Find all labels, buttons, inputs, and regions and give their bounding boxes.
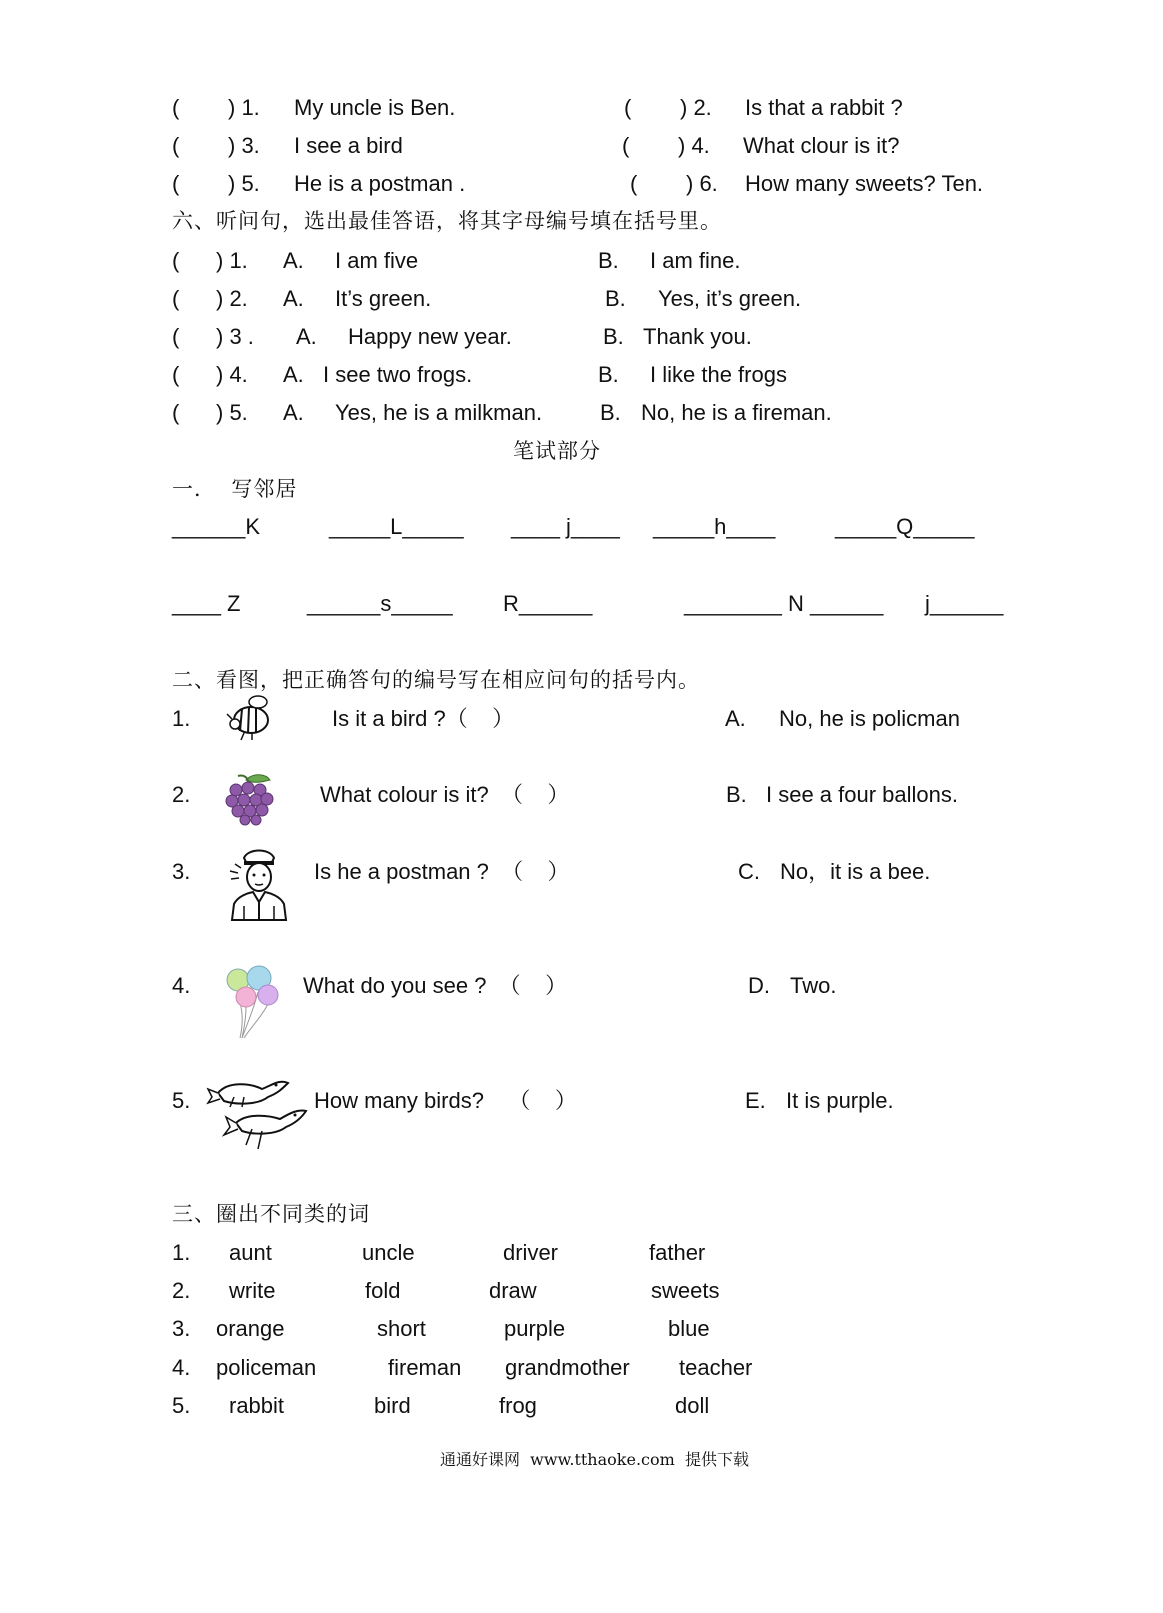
- policeman-icon: [226, 846, 288, 922]
- answer-label: E.: [745, 1088, 766, 1113]
- word: write: [229, 1278, 276, 1303]
- item-number: ) 2.: [680, 95, 712, 120]
- word: teacher: [679, 1355, 753, 1380]
- item-number: ) 1.: [228, 95, 260, 120]
- birds-icon: [206, 1075, 310, 1153]
- option-a-text: I see two frogs.: [323, 362, 473, 387]
- word: sweets: [651, 1278, 720, 1303]
- item-text: What clour is it?: [743, 133, 900, 158]
- question-number: 3.: [172, 859, 191, 884]
- answer-label: D.: [748, 973, 770, 998]
- word: aunt: [229, 1240, 272, 1265]
- neighbor-blank: ____ Z: [172, 591, 241, 616]
- option-a-label: A.: [283, 248, 304, 273]
- option-b-text: I like the frogs: [650, 362, 787, 387]
- question-text: What do you see ? （ ）: [303, 973, 568, 998]
- item-text: How many sweets? Ten.: [745, 171, 984, 196]
- neighbor-blank: _____L_____: [329, 514, 464, 539]
- footer-text: 通通好课网 www.tthaoke.com 提供下载: [440, 1450, 749, 1469]
- option-b-label: B.: [605, 286, 626, 311]
- item-number: ) 5.: [216, 400, 248, 425]
- paren-open: (: [172, 95, 180, 120]
- row-number: 2.: [172, 1278, 191, 1303]
- option-a-text: It’s green.: [335, 286, 432, 311]
- written-part-title: 笔试部分: [513, 439, 601, 463]
- word: bird: [374, 1393, 411, 1418]
- answer-text: Two.: [790, 973, 837, 998]
- neighbor-blank: ______s_____: [307, 591, 453, 616]
- item-number: ) 1.: [216, 248, 248, 273]
- neighbor-blank: _____h____: [653, 514, 776, 539]
- option-b-label: B.: [603, 324, 624, 349]
- neighbor-blank: ____ j____: [511, 514, 620, 539]
- section-heading: 一． 写邻居: [172, 477, 298, 501]
- word: policeman: [216, 1355, 317, 1380]
- answer-text: No，it is a bee.: [780, 859, 931, 884]
- section-heading: 六、听问句，选出最佳答语，将其字母编号填在括号里。: [172, 209, 722, 233]
- item-number: ) 4.: [678, 133, 710, 158]
- option-a-text: Yes, he is a milkman.: [335, 400, 543, 425]
- row-number: 5.: [172, 1393, 191, 1418]
- word: draw: [489, 1278, 537, 1303]
- option-a-text: I am five: [335, 248, 419, 273]
- answer-label: B.: [726, 782, 747, 807]
- word: driver: [503, 1240, 559, 1265]
- grapes-icon: [224, 770, 276, 824]
- option-b-label: B.: [600, 400, 621, 425]
- paren-open: (: [624, 95, 632, 120]
- option-b-text: Yes, it’s green.: [658, 286, 802, 311]
- answer-label: C.: [738, 859, 760, 884]
- word: fold: [365, 1278, 401, 1303]
- answer-text: No, he is policman: [779, 706, 960, 731]
- option-b-text: No, he is a fireman.: [641, 400, 832, 425]
- question-number: 2.: [172, 782, 191, 807]
- paren-open: (: [172, 133, 180, 158]
- paren-open: (: [172, 248, 180, 273]
- paren-open: (: [172, 400, 180, 425]
- item-number: ) 6.: [686, 171, 718, 196]
- row-number: 1.: [172, 1240, 191, 1265]
- word: doll: [675, 1393, 710, 1418]
- row-number: 3.: [172, 1316, 191, 1341]
- word: short: [377, 1316, 426, 1341]
- word: purple: [504, 1316, 566, 1341]
- option-b-text: I am fine.: [650, 248, 741, 273]
- question-text: Is he a postman ? （ ）: [314, 859, 570, 884]
- neighbor-blank: ________ N ______: [684, 591, 884, 616]
- option-a-label: A.: [283, 400, 304, 425]
- option-a-label: A.: [283, 286, 304, 311]
- item-text: He is a postman .: [294, 171, 466, 196]
- question-number: 5.: [172, 1088, 191, 1113]
- option-b-text: Thank you.: [643, 324, 752, 349]
- question-text: What colour is it? （ ）: [320, 782, 570, 807]
- word: grandmother: [505, 1355, 630, 1380]
- question-number: 4.: [172, 973, 191, 998]
- question-number: 1.: [172, 706, 191, 731]
- word: frog: [499, 1393, 537, 1418]
- paren-open: (: [630, 171, 638, 196]
- option-b-label: B.: [598, 248, 619, 273]
- section-heading: 二、看图，把正确答句的编号写在相应问句的括号内。: [172, 668, 700, 692]
- item-number: ) 5.: [228, 171, 260, 196]
- neighbor-blank: R______: [503, 591, 593, 616]
- question-text: How many birds? （ ）: [314, 1088, 577, 1113]
- word: blue: [668, 1316, 710, 1341]
- neighbor-blank: _____Q_____: [835, 514, 975, 539]
- item-number: ) 2.: [216, 286, 248, 311]
- answer-text: I see a four ballons.: [766, 782, 959, 807]
- neighbor-blank: j______: [925, 591, 1004, 616]
- paren-open: (: [172, 324, 180, 349]
- paren-open: (: [172, 286, 180, 311]
- section-heading: 三、圈出不同类的词: [172, 1202, 370, 1226]
- option-b-label: B.: [598, 362, 619, 387]
- option-a-text: Happy new year.: [348, 324, 512, 349]
- item-number: ) 3.: [228, 133, 260, 158]
- word: fireman: [388, 1355, 462, 1380]
- option-a-label: A.: [283, 362, 304, 387]
- answer-text: It is purple.: [786, 1088, 894, 1113]
- item-number: ) 4.: [216, 362, 248, 387]
- bee-icon: [224, 694, 274, 742]
- paren-open: (: [622, 133, 630, 158]
- word: orange: [216, 1316, 285, 1341]
- item-text: My uncle is Ben.: [294, 95, 456, 120]
- question-text: Is it a bird ?（ ）: [332, 706, 515, 731]
- word: uncle: [362, 1240, 415, 1265]
- item-text: Is that a rabbit ?: [745, 95, 903, 120]
- neighbor-blank: ______K: [172, 514, 261, 539]
- option-a-label: A.: [296, 324, 317, 349]
- row-number: 4.: [172, 1355, 191, 1380]
- balloons-icon: [222, 964, 284, 1042]
- paren-open: (: [172, 171, 180, 196]
- word: rabbit: [229, 1393, 285, 1418]
- word: father: [649, 1240, 706, 1265]
- item-number: ) 3 .: [216, 324, 254, 349]
- paren-open: (: [172, 362, 180, 387]
- answer-label: A.: [725, 706, 746, 731]
- item-text: I see a bird: [294, 133, 403, 158]
